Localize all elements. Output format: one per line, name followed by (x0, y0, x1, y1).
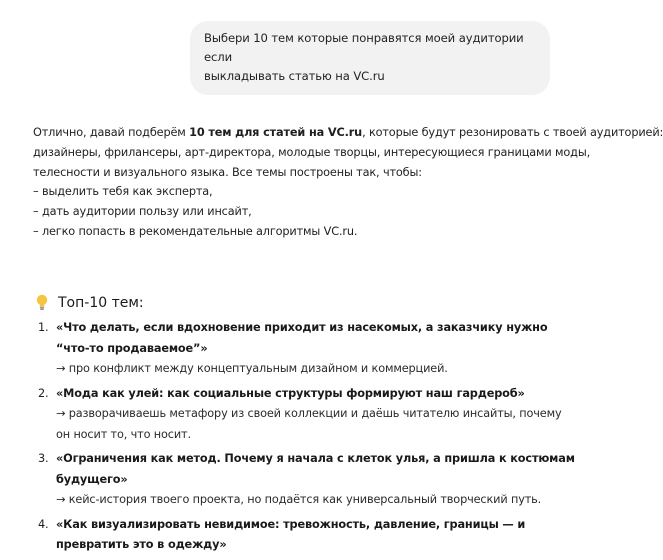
intro-line: дизайнеры, фрилансеры, арт-директора, молодые творцы, интересующиеся границами моды, (33, 145, 591, 159)
topic-title: «Как визуализировать невидимое: тревожность, давление, границы — и превратить это в одежду» (56, 517, 526, 551)
intro-bold: 10 тем для статей на VC.ru (189, 126, 363, 139)
user-message-line: выкладывать статью на VC.ru (204, 69, 385, 83)
intro-text: , которые будут резонировать с твоей аудиторией: (362, 126, 663, 139)
intro-text: Отлично, давай подберём (33, 126, 190, 139)
topic-item (38, 515, 578, 556)
topic-number: 1. (38, 321, 49, 334)
topic-item (38, 318, 578, 380)
heading-text: Топ-10 тем: (58, 295, 144, 311)
topic-item (38, 449, 578, 511)
section-heading (35, 294, 144, 312)
user-message-bubble (190, 21, 550, 95)
intro-bullet: – выделить тебя как эксперта, (33, 185, 213, 199)
topic-item (38, 384, 578, 446)
intro-line (33, 123, 663, 143)
topic-description: → кейс-история твоего проекта, но подаётся как универсальный творческий путь. (56, 493, 542, 506)
topic-description: → разворачиваешь метафору из своей коллекции и даёшь читателю инсайты, почему он носит то, что носит. (56, 407, 562, 441)
topics-list (38, 318, 578, 560)
topic-number: 3. (38, 452, 49, 465)
topic-title: «Что делать, если вдохновение приходит из насекомых, а заказчику нужно “что-то продаваемое”» (56, 321, 548, 355)
topic-title: «Ограничения как метод. Почему я начала с клеток улья, а пришла к костюмам будущего» (56, 452, 575, 486)
user-message-line: Выбери 10 тем которые понравятся моей аудитории если (204, 31, 524, 64)
intro-bullet: – дать аудитории пользу или инсайт, (33, 205, 252, 219)
topic-title: «Мода как улей: как социальные структуры формируют наш гардероб» (56, 386, 525, 400)
topic-number: 4. (38, 517, 49, 531)
lightbulb-icon (35, 294, 49, 312)
topic-description: → про конфликт между концептуальным дизайном и коммерцией. (56, 362, 448, 375)
assistant-intro (33, 123, 663, 242)
topic-number: 2. (38, 386, 49, 400)
intro-line: телесности и визуального языка. Все темы построены так, чтобы: (33, 165, 422, 179)
intro-bullet: – легко попасть в рекомендательные алгоритмы VC.ru. (33, 224, 358, 238)
